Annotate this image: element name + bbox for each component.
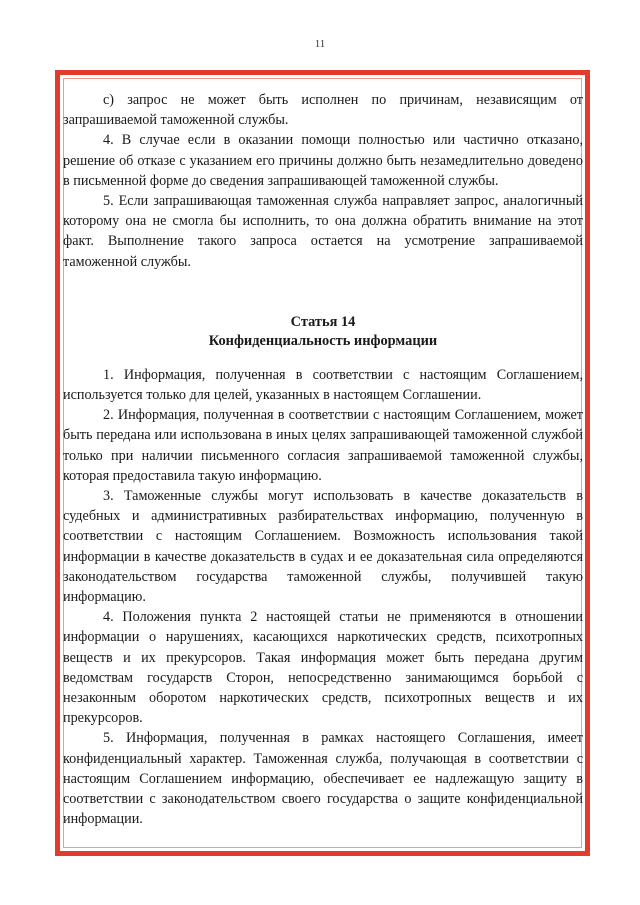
paragraph-4-refusal: 4. В случае если в оказании помощи полностью или частично отказано, решение об отказе с указанием его причины должно быть незамедлительно доведено в письменной форме до сведения запрашивающей таможенной службы. [63,132,583,189]
paragraph-c-clause: с) запрос не может быть исполнен по причинам, независящим от запрашиваемой таможенной службы. [63,92,583,129]
paragraph-5-similar-request: 5. Если запрашивающая таможенная служба направляет запрос, аналогичный которому она не смогла бы исполнить, то она должна обратить внимание на этот факт. Выполнение такого запроса остается на усмотрение запрашиваемой таможенной службы. [63,193,583,270]
article-paragraph-3: 3. Таможенные службы могут использовать в качестве доказательств в судебных и административных разбирательствах информацию, полученную в соответствии с настоящим Соглашением. Возможность использования такой информации в качестве доказательств в судах и ее доказательная сила определяются законодательством государства таможенной службы, получившей такую информацию. [63,488,583,606]
article-paragraph-5: 5. Информация, полученная в рамках настоящего Соглашения, имеет конфиденциальный характер. Таможенная служба, получающая в соответствии с настоящим Соглашением информацию, обеспечивает ее надлежащую защиту в соответствии с законодательством своего государства о защите конфиденциальной информации. [63,730,583,828]
article-subtitle: Конфиденциальность информации [208,332,438,349]
document-body [63,90,583,830]
article-paragraph-4: 4. Положения пункта 2 настоящей статьи не применяются в отношении информации о нарушениях, касающихся наркотических средств, психотропных веществ и их прекурсоров. Такая информация может быть передана другим ведомствам государств Сторон, непосредственно занимающимся борьбой с незаконным оборотом наркотических средств, психотропных веществ и их прекурсоров. [63,609,583,727]
page-number: 11 [314,38,326,50]
article-paragraph-2: 2. Информация, полученная в соответствии с настоящим Соглашением, может быть передана или использована в иных целях запрашивающей таможенной службой только при наличии письменного согласия запрашиваемой таможенной службы, которая предоставила такую информацию. [63,407,583,484]
article-title: Статья 14 [290,313,356,330]
article-paragraph-1: 1. Информация, полученная в соответствии с настоящим Соглашением, используется только для целей, указанных в настоящем Соглашении. [63,366,583,404]
